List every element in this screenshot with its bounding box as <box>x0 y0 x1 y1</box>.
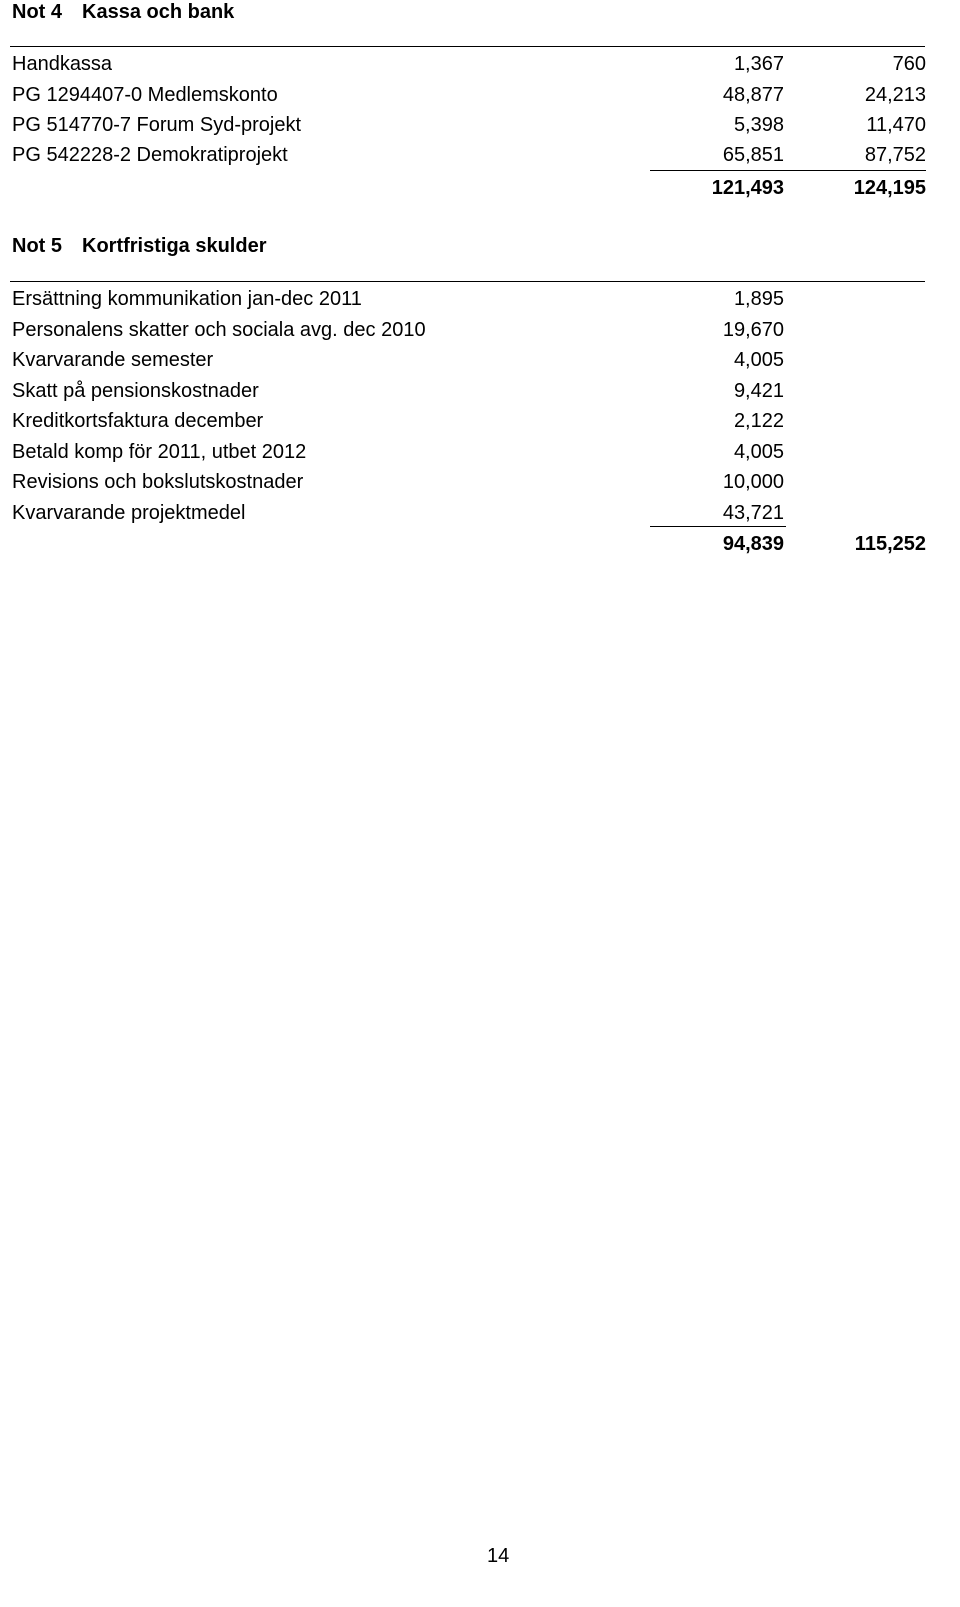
note4-heading <box>12 0 234 24</box>
row-value-current: 48,877 <box>722 84 784 106</box>
total-value-previous: 115,252 <box>854 533 926 555</box>
note4-total-row <box>12 173 926 203</box>
total-value-previous: 124,195 <box>853 177 926 199</box>
row-label: PG 1294407-0 Medlemskonto <box>12 84 278 106</box>
row-value-current: 1,367 <box>733 53 784 75</box>
total-value-current: 94,839 <box>722 533 784 555</box>
table-row <box>12 315 926 345</box>
table-row <box>12 284 926 314</box>
row-label: Kvarvarande semester <box>12 349 214 371</box>
note5-total-rule <box>650 526 786 527</box>
table-row <box>12 110 926 140</box>
table-row <box>12 437 926 467</box>
row-label: PG 542228-2 Demokratiprojekt <box>12 144 288 166</box>
row-value-previous: 87,752 <box>864 144 926 166</box>
total-value-current: 121,493 <box>711 177 784 199</box>
table-row <box>12 467 926 497</box>
note5-total-row <box>12 529 926 559</box>
row-label: Revisions och bokslutskostnader <box>12 471 304 493</box>
row-value-current: 2,122 <box>733 410 784 432</box>
note5-header-rule <box>10 281 925 282</box>
row-label: PG 514770-7 Forum Syd-projekt <box>12 114 302 136</box>
row-label: Kvarvarande projektmedel <box>12 502 246 524</box>
table-row <box>12 345 926 375</box>
row-label: Handkassa <box>12 53 113 75</box>
note5-title: Kortfristiga skulder <box>82 235 267 257</box>
row-value-current: 5,398 <box>733 114 784 136</box>
row-value-previous: 11,470 <box>866 114 926 136</box>
row-label: Kreditkortsfaktura december <box>12 410 264 432</box>
table-row <box>12 406 926 436</box>
row-value-current: 9,421 <box>733 380 784 402</box>
note5-heading <box>12 234 266 258</box>
row-value-previous: 24,213 <box>864 84 926 106</box>
row-value-current: 19,670 <box>722 319 784 341</box>
note4-total-rule <box>650 170 926 171</box>
row-value-current: 65,851 <box>722 144 784 166</box>
table-row <box>12 140 926 170</box>
row-label: Personalens skatter och sociala avg. dec 2010 <box>12 319 426 341</box>
note4-header-rule <box>10 46 925 47</box>
note4-title: Kassa och bank <box>82 1 235 23</box>
row-value-current: 1,895 <box>733 288 784 310</box>
row-label: Skatt på pensionskostnader <box>12 380 259 402</box>
note4-number: Not 4 <box>12 1 62 23</box>
row-label: Ersättning kommunikation jan-dec 2011 <box>12 288 362 310</box>
note5-number: Not 5 <box>12 235 62 257</box>
row-value-previous: 760 <box>892 53 926 75</box>
table-row <box>12 49 926 79</box>
row-label: Betald komp för 2011, utbet 2012 <box>12 441 307 463</box>
page-number: 14 <box>487 1545 510 1567</box>
row-value-current: 4,005 <box>733 441 784 463</box>
table-row <box>12 376 926 406</box>
row-value-current: 43,721 <box>722 502 784 524</box>
row-value-current: 10,000 <box>722 471 784 493</box>
row-value-current: 4,005 <box>733 349 784 371</box>
table-row <box>12 498 926 528</box>
table-row <box>12 80 926 110</box>
